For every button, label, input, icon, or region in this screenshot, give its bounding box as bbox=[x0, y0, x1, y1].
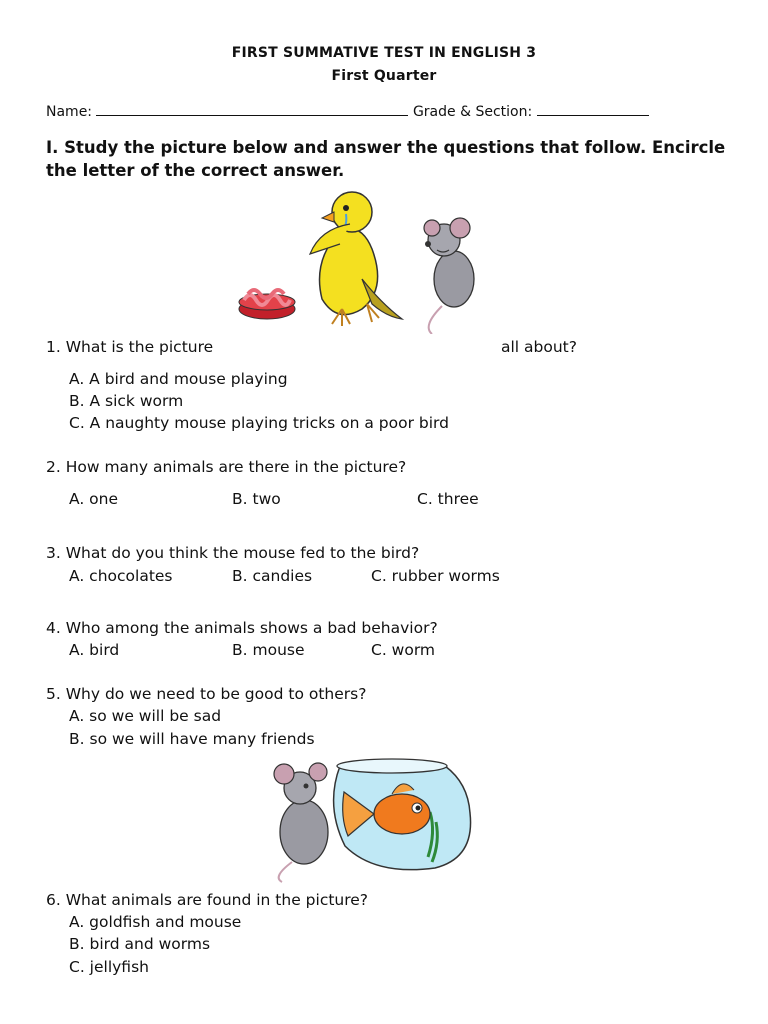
question-2: 2. How many animals are there in the picture? bbox=[46, 458, 407, 476]
q3-option-a[interactable]: A. chocolates bbox=[69, 567, 173, 585]
name-blank[interactable] bbox=[96, 102, 408, 116]
question-4: 4. Who among the animals shows a bad behavior? bbox=[46, 619, 438, 637]
quarter-subtitle: First Quarter bbox=[331, 68, 437, 84]
grade-section-blank[interactable] bbox=[537, 102, 649, 116]
q6-option-b[interactable]: B. bird and worms bbox=[69, 935, 211, 953]
section-instruction: I. Study the picture below and answer the questions that follow. Encircle the letter of the correct answer. bbox=[46, 138, 726, 180]
question-6: 6. What animals are found in the picture? bbox=[46, 891, 369, 909]
q1-option-b[interactable]: B. A sick worm bbox=[69, 392, 184, 410]
q4-option-c[interactable]: C. worm bbox=[371, 641, 436, 659]
q6-option-c[interactable]: C. jellyfish bbox=[69, 958, 149, 976]
worms-bowl-icon bbox=[239, 290, 295, 319]
q2-option-c[interactable]: C. three bbox=[417, 490, 479, 508]
test-title: FIRST SUMMATIVE TEST IN ENGLISH 3 bbox=[231, 45, 537, 61]
question-1: 1. What is the picture bbox=[46, 338, 214, 356]
q6-option-a[interactable]: A. goldfish and mouse bbox=[69, 913, 242, 931]
q3-option-b[interactable]: B. candies bbox=[232, 567, 313, 585]
q1-option-a[interactable]: A. A bird and mouse playing bbox=[69, 370, 288, 388]
mouse-goldfish-illustration bbox=[262, 752, 472, 884]
q2-option-b[interactable]: B. two bbox=[232, 490, 281, 508]
name-line bbox=[46, 102, 649, 120]
bird-mouse-illustration bbox=[232, 184, 492, 334]
q3-option-c[interactable]: C. rubber worms bbox=[371, 567, 500, 585]
question-3: 3. What do you think the mouse fed to the bird? bbox=[46, 544, 420, 562]
q5-option-a[interactable]: A. so we will be sad bbox=[69, 707, 222, 725]
mouse-icon bbox=[424, 218, 474, 334]
q2-option-a[interactable]: A. one bbox=[69, 490, 119, 508]
grade-section-label: Grade & Section: bbox=[412, 104, 533, 120]
question-5: 5. Why do we need to be good to others? bbox=[46, 685, 367, 703]
q4-option-a[interactable]: A. bird bbox=[69, 641, 120, 659]
mouse-icon bbox=[274, 763, 328, 882]
question-1-tail: all about? bbox=[501, 338, 577, 356]
q4-option-b[interactable]: B. mouse bbox=[232, 641, 305, 659]
sick-bird-icon bbox=[310, 192, 402, 326]
name-label: Name: bbox=[46, 104, 93, 120]
q1-option-c[interactable]: C. A naughty mouse playing tricks on a poor bird bbox=[69, 414, 449, 432]
q5-option-b[interactable]: B. so we will have many friends bbox=[69, 730, 315, 748]
